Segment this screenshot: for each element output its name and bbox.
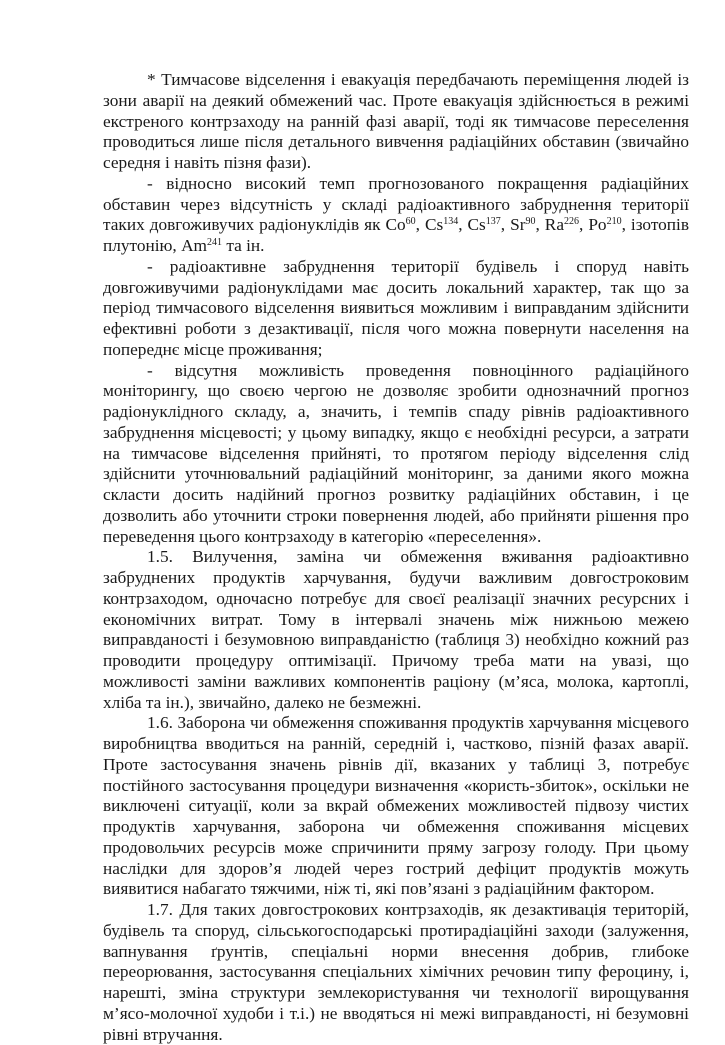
- nuclide-ra226: Ra$^{226}$: [544, 215, 579, 235]
- paragraph-section-1-7: 1.7. Для таких довгострокових контрзаходів, як дезактивація територій, будівель та споруд, сільськогосподарські протирадіаційні заходи (залуження, вапнування ґрунтів, спеціальні норми внесення добрив, глибоке переорювання, застосування спеціальних хімічних речовин типу фероцину, і, нарешті, зміна структури землекористування чи технології вирощування м’ясо-молочної худоби і т.і.) не вводяться ні межі виправданості, ні безумовні рівні втручання.: [103, 900, 689, 1044]
- paragraph-bullet-no-monitoring: - відсутня можливість проведення повноцінного радіаційного моніторингу, що своєю чергою не дозволяє зробити однозначний прогноз радіонуклідного складу, а, значить, і темпів спаду рівнів радіоактивного забруднення місцевості; у цьому випадку, якщо є необхідні ресурси, а затрати на тимчасове відселення прийняті, то протягом періоду відселення слід здійснити уточнювальний радіаційний моніторинг, за даними якого можна скласти досить надійний прогноз розвитку радіаційних обставин, і це дозволить або уточнити строки повернення людей, або прийняти рішення про переведення цього контрзаходу в категорію «переселення».: [103, 360, 689, 546]
- nuclide-am241: Am$^{241}$: [181, 236, 222, 255]
- paragraph-bullet-fast-improvement: - відносно високий темп прогнозованого покращення радіаційних обставин через відсутність у складі радіоактивного забруднення території таких довгоживучих радіонуклідів як Co$^{60}$, Cs$^{134}$, Cs$^{137}$, Sr$^{90}$, Ra$^{226}$, Po$^{210}$, ізотопів плутонію, Am$^{241}$ та ін.: [103, 173, 690, 255]
- nuclide-po210: Po$^{210}$: [588, 215, 622, 235]
- text-before-nuclides: - відносно високий темп прогнозованого покращення радіаційних обставин через відсутність у складі радіоактивного забруднення території таких довгоживучих радіонуклідів як: [103, 173, 689, 235]
- paragraph-section-1-5: 1.5. Вилучення, заміна чи обмеження вживання радіоактивно забруднених продуктів харчування, будучи важливим довгостроковим контрзаходом, одночасно потребує для своєї реалізації значних ресурсних і економічних витрат. Тому в інтервалі значень між нижньою межею виправданості і безумовною виправданістю (таблиця 3) необхідно кожний раз проводити процедуру оптимізації. Причому треба мати на увазі, що можливості заміни важливих компонентів раціону (м’яса, молока, картоплі, хліба та ін.), звичайно, далеко не безмежні.: [103, 547, 689, 712]
- text-middle: , ізотопів плутонію,: [103, 215, 690, 255]
- paragraph-footnote-evacuation: * Тимчасове відселення і евакуація передбачають переміщення людей із зони аварії на деякий обмежений час. Проте евакуація здійснюється в режимі екстреного контрзаходу на ранній фазі аварії, тоді як тимчасове переселення проводиться лише після детального вивчення радіаційних обставин (звичайно середня і навіть пізня фази).: [103, 70, 689, 172]
- paragraph-section-1-6: 1.6. Заборона чи обмеження споживання продуктів харчування місцевого виробництва вводиться на ранній, середній і, частково, пізній фазах аварії. Проте застосування значень рівнів дії, вказаних у таблиці 3, потребує постійного застосування процедури визначення «користь-збиток», оскільки не виключені ситуації, коли за вкрай обмежених можливостей підвозу чистих продуктів харчування, заборона чи обмеження споживання місцевих продовольчих ресурсів може спричинити пряму загрозу голоду. При цьому наслідки для здоров’я людей через гострий дефіцит продуктів можуть виявитися набагато тяжчими, ніж ті, які пов’язані з радіаційним фактором.: [103, 713, 689, 899]
- nuclide-co60: Co$^{60}$: [385, 215, 416, 235]
- document-page: [103, 70, 689, 1045]
- paragraph-bullet-local-contamination: - радіоактивне забруднення території будівель і споруд навіть довгоживучими радіонуклідами має досить локальний характер, так що за період тимчасового відселення виявиться можливим і виправданим здійснити ефективні роботи з дезактивації, після чого можна повернути населення на попереднє місце проживання;: [103, 256, 689, 359]
- text-after-nuclides: та ін.: [222, 236, 265, 255]
- nuclide-cs134: Cs$^{134}$: [424, 215, 459, 235]
- nuclide-cs137: Cs$^{137}$: [467, 215, 501, 235]
- nuclide-sr90: Sr$^{90}$: [510, 215, 536, 235]
